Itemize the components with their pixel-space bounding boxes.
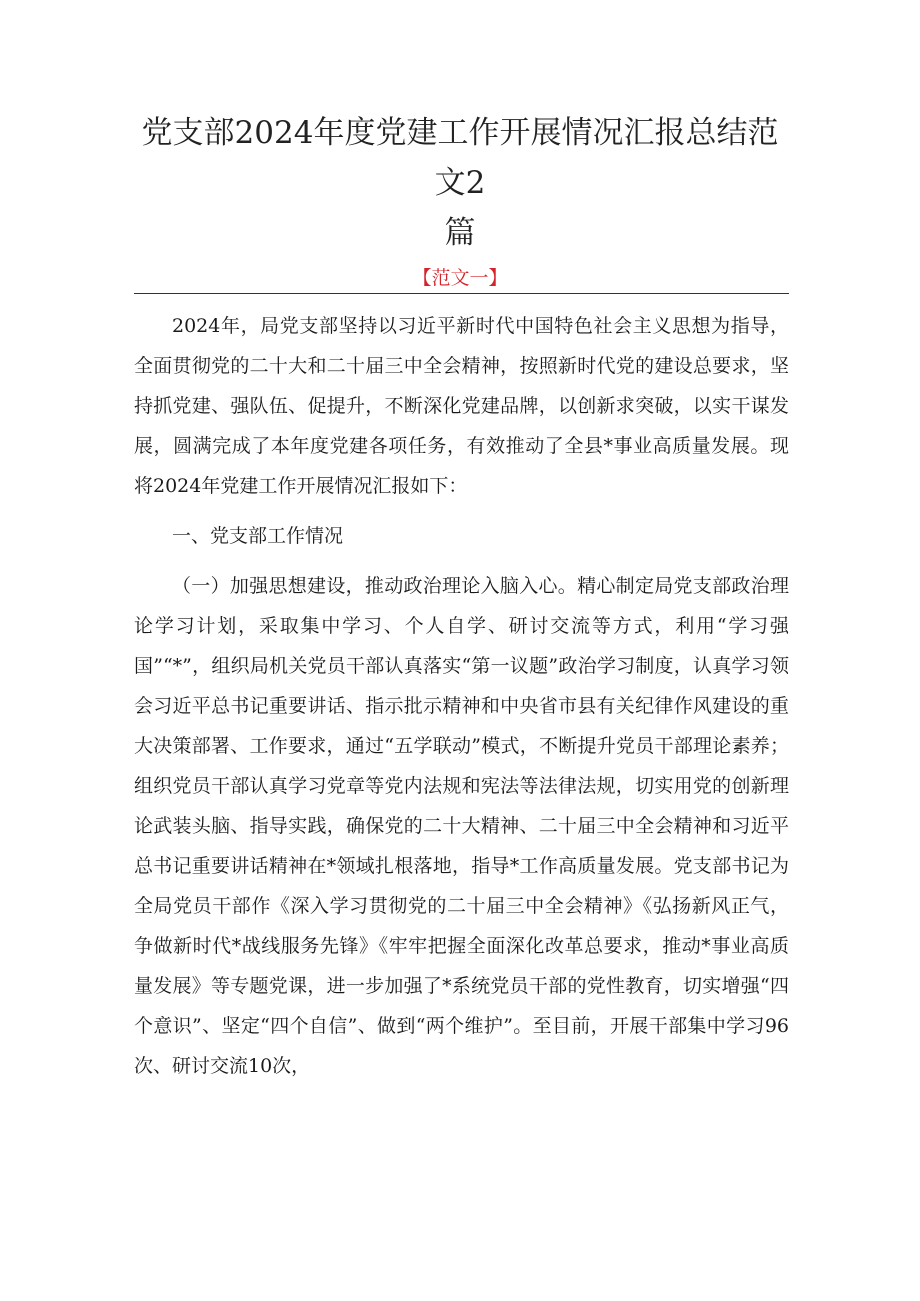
title-line-2: 篇 — [444, 215, 476, 251]
body-text — [134, 306, 789, 1086]
section-divider — [134, 293, 789, 294]
title-line-1: 党支部2024年度党建工作开展情况汇报总结范文2 — [141, 115, 779, 201]
document-title — [130, 108, 790, 258]
paragraph-intro: 2024年，局党支部坚持以习近平新时代中国特色社会主义思想为指导，全面贯彻党的二十大和二十届三中全会精神，按照新时代党的建设总要求，坚持抓党建、强队伍、促提升，不断深化党建品牌，以创新求突破，以实干谋发展，圆满完成了本年度党建各项任务，有效推动了全县*事业高质量发展。现将2024年党建工作开展情况汇报如下： — [134, 315, 789, 497]
section-tag: 【范文一】 — [412, 267, 508, 289]
paragraph-body: （一）加强思想建设，推动政治理论入脑入心。精心制定局党支部政治理论学习计划，采取集中学习、个人自学、研讨交流等方式，利用“学习强国”“*”，组织局机关党员干部认真落实“第一议题”政治学习制度，认真学习领会习近平总书记重要讲话、指示批示精神和中央省市县有关纪律作风建设的重大决策部署、工作要求，通过“五学联动”模式，不断提升党员干部理论素养；组织党员干部认真学习党章等党内法规和宪法等法律法规，切实用党的创新理论武装头脑、指导实践，确保党的二十大精神、二十届三中全会精神和习近平总书记重要讲话精神在*领域扎根落地，指导*工作高质量发展。党支部书记为全局党员干部作《深入学习贯彻党的二十届三中全会精神》《弘扬新风正气，争做新时代*战线服务先锋》《牢牢把握全面深化改革总要求，推动*事业高质量发展》等专题党课，进一步加强了*系统党员干部的党性教育，切实增强“四个意识”、坚定“四个自信”、做到“两个维护”。至目前，开展干部集中学习96次、研讨交流10次， — [134, 575, 789, 1077]
section-heading: 一、党支部工作情况 — [172, 525, 344, 547]
